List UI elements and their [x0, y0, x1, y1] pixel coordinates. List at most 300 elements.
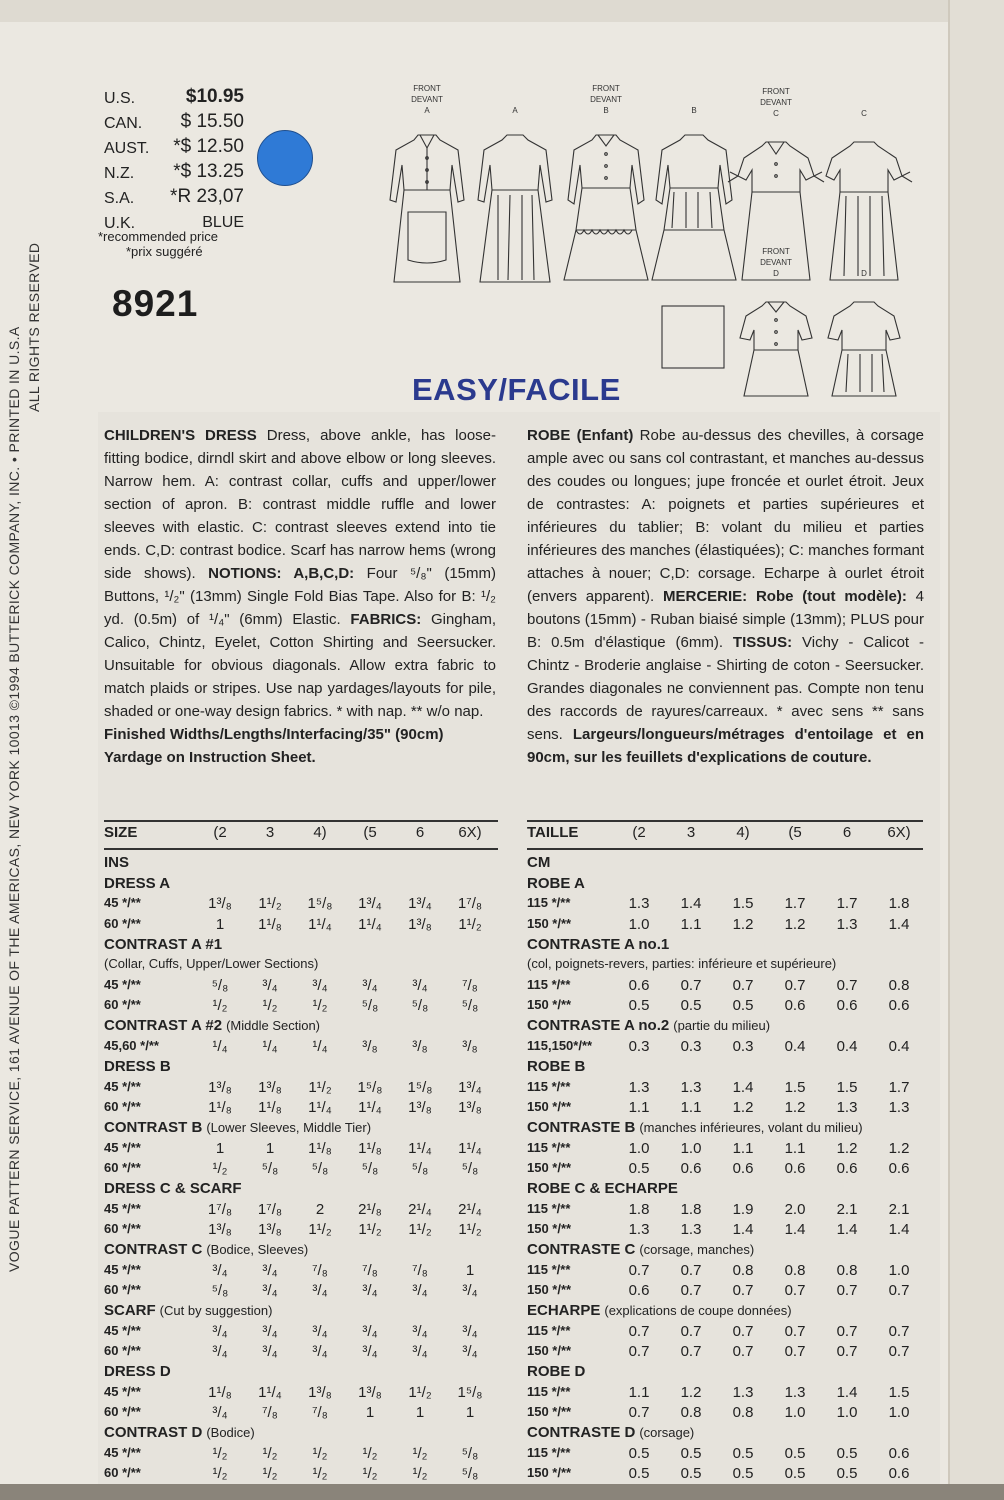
table-cell: ¹/₂ — [212, 1159, 228, 1177]
table-cell: 0.5 — [784, 1465, 806, 1483]
table-cell: 0.6 — [888, 1465, 910, 1483]
table-cell: 1 — [415, 1404, 425, 1422]
table-section-row — [527, 1058, 923, 1078]
price-row — [104, 86, 244, 111]
table-cell: 1¹/₄ — [408, 1139, 432, 1157]
sketch-label-d-back: D — [861, 269, 867, 278]
row-label: 60 */** — [104, 1098, 141, 1114]
table-cell: 1.4 — [784, 1220, 806, 1238]
table-cell: 0.7 — [888, 1322, 910, 1340]
table-cell: 1.0 — [680, 1139, 702, 1157]
sketch-label-devant-a: DEVANT — [411, 95, 443, 104]
table-cell: 0.6 — [836, 997, 858, 1015]
section-label: CONTRAST D — [104, 1424, 203, 1442]
yardage-table-cm — [527, 820, 923, 1484]
table-cell: 0.4 — [784, 1037, 806, 1055]
row-label: 45,60 */** — [104, 1037, 159, 1053]
table-cell: ³/₄ — [212, 1322, 228, 1340]
table-cell: 0.6 — [732, 1159, 754, 1177]
section-label: (col, poignets-revers, parties: inférieure et supérieure) — [527, 956, 837, 972]
row-label: 45 */** — [104, 1261, 141, 1277]
table-row — [527, 977, 923, 997]
table-cell: 1.0 — [888, 1404, 910, 1422]
table-header-label: TAILLE — [527, 824, 579, 841]
table-cell: ¹/₂ — [412, 1444, 428, 1462]
table-row — [104, 895, 498, 915]
sketch-label-a: A — [424, 106, 430, 115]
table-cell: 1.1 — [628, 1383, 650, 1401]
table-section-row — [104, 875, 498, 895]
table-row — [104, 1445, 498, 1465]
section-label: CONTRASTE C — [527, 1241, 636, 1259]
yardage-table-inches — [104, 820, 498, 1484]
table-cell: 1 — [265, 1139, 275, 1157]
section-note: (corsage) — [639, 1425, 695, 1441]
table-cell: 0.4 — [888, 1037, 910, 1055]
table-cell: 0.8 — [784, 1261, 806, 1279]
table-cell: ¹/₂ — [262, 1465, 278, 1483]
row-label: 45 */** — [104, 1444, 141, 1460]
section-note: (Bodice) — [206, 1425, 255, 1441]
row-label: 115 */** — [527, 1139, 571, 1155]
table-cell: 1 — [365, 1404, 375, 1422]
table-cell: 1.3 — [784, 1383, 806, 1401]
notions-label: NOTIONS: A,B,C,D: — [208, 565, 355, 582]
french-description — [527, 424, 924, 769]
section-label: CONTRASTE A no.2 — [527, 1017, 670, 1035]
table-section-row — [104, 936, 498, 956]
price-row — [104, 111, 244, 136]
scarf-sketch — [662, 306, 724, 368]
row-label: 115 */** — [527, 1383, 571, 1399]
table-cell: ³/₄ — [262, 976, 278, 994]
row-label: 150 */** — [527, 915, 572, 931]
fabrics-text: Gingham, Calico, Chintz, Eyelet, Cotton Shirting and Seersucker. Unsuitable for obvious diagonals. Allow extra fabric to match plaids or stripes. Use nap yardages/layouts for pile, shaded or one-way design fabrics. * with nap. ** w/o nap. — [104, 611, 497, 720]
table-cell: 0.7 — [628, 1261, 650, 1279]
unit-label: INS — [104, 854, 130, 871]
table-cell: 1⁷/₈ — [207, 1200, 233, 1218]
table-cell: 1.1 — [680, 915, 702, 933]
envelope-side-flap — [948, 0, 1004, 1500]
section-label: CONTRAST B — [104, 1119, 203, 1137]
section-label: ROBE D — [527, 1363, 586, 1381]
table-cell: 0.6 — [784, 1159, 806, 1177]
table-row — [527, 916, 923, 936]
table-cell: 1¹/₈ — [358, 1139, 382, 1157]
table-cell: 1.1 — [732, 1139, 754, 1157]
section-note: (Cut by suggestion) — [159, 1303, 273, 1319]
difficulty-label: EASY/FACILE — [412, 372, 621, 407]
section-label-group — [104, 1241, 308, 1258]
table-cell: ¹/₂ — [362, 1444, 378, 1462]
table-cell: 1.4 — [888, 915, 910, 933]
table-cell: 1.2 — [732, 1098, 754, 1116]
section-label-group — [527, 1119, 863, 1136]
table-row — [104, 1404, 498, 1424]
table-cell: 0.5 — [628, 1159, 650, 1177]
table-cell: 1³/₈ — [208, 895, 232, 913]
table-cell: ⁵/₈ — [411, 1159, 429, 1177]
table-cell: 1.5 — [836, 1078, 858, 1096]
table-header-row — [527, 824, 923, 844]
price-row — [104, 186, 244, 211]
table-section-row — [527, 1302, 923, 1322]
row-label: 150 */** — [527, 1098, 572, 1114]
table-cell: 1¹/₂ — [408, 1220, 432, 1238]
section-note: (Middle Section) — [226, 1018, 321, 1034]
table-cell: 1.9 — [732, 1200, 754, 1218]
table-cell: ¹/₂ — [312, 997, 328, 1015]
sketch-label-devant-d: DEVANT — [760, 258, 792, 267]
sketch-label-front-c: FRONT — [762, 87, 790, 96]
table-cell: 1⁷/₈ — [257, 1200, 283, 1218]
table-cell: ³/₄ — [362, 1322, 378, 1340]
table-cell: ³/₈ — [362, 1037, 378, 1055]
table-cell: 1.3 — [888, 1098, 910, 1116]
table-cell: ⁵/₈ — [461, 1465, 479, 1483]
table-cell: 1.3 — [628, 895, 650, 913]
table-cell: 0.5 — [732, 1465, 754, 1483]
sketch-label-c-back: C — [861, 109, 867, 118]
table-cell: 1.4 — [680, 895, 702, 913]
table-cell: 2¹/₈ — [358, 1200, 382, 1218]
table-cell: 1⁷/₈ — [457, 895, 483, 913]
size-column-header: (2 — [213, 824, 227, 841]
table-cell: 0.6 — [680, 1159, 702, 1177]
table-cell: ³/₄ — [462, 1322, 478, 1340]
table-section-row — [104, 1424, 498, 1444]
table-cell: 1³/₈ — [408, 915, 432, 933]
table-cell: ³/₄ — [312, 976, 328, 994]
table-cell: 0.5 — [732, 1444, 754, 1462]
robe-label: Robe (tout modèle): — [755, 588, 907, 605]
section-label: (Collar, Cuffs, Upper/Lower Sections) — [104, 956, 319, 972]
section-label-group — [527, 1241, 754, 1258]
table-cell: 1¹/₂ — [308, 1078, 332, 1096]
table-cell: 1 — [215, 1139, 225, 1157]
table-row — [104, 1160, 498, 1180]
row-label: 150 */** — [527, 1465, 572, 1481]
table-cell: 1.5 — [888, 1383, 910, 1401]
table-cell: 1.1 — [680, 1098, 702, 1116]
table-cell: 1.3 — [836, 1098, 858, 1116]
table-cell: 0.7 — [628, 1343, 650, 1361]
row-label: 150 */** — [527, 1159, 572, 1175]
section-label: DRESS A — [104, 875, 171, 892]
table-row — [527, 1262, 923, 1282]
table-cell: 1¹/₈ — [258, 915, 282, 933]
table-cell: ¹/₂ — [212, 997, 228, 1015]
envelope-bottom-edge — [0, 1484, 1004, 1500]
table-cell: 1.4 — [732, 1220, 754, 1238]
table-cell: ⁵/₈ — [261, 1159, 279, 1177]
table-rule — [527, 848, 923, 850]
table-row — [104, 977, 498, 997]
row-label: 115 */** — [527, 1078, 571, 1094]
table-cell: ¹/₂ — [262, 1444, 278, 1462]
table-cell: 1.5 — [784, 1078, 806, 1096]
recommended-fr: *prix suggéré — [126, 244, 203, 259]
recommended-en: *recommended price — [98, 229, 218, 244]
sketch-label-b: B — [603, 106, 609, 115]
table-cell: ³/₄ — [412, 1282, 428, 1299]
table-cell: 0.7 — [836, 1322, 858, 1340]
table-cell: 0.5 — [628, 997, 650, 1015]
size-column-header: 4) — [736, 824, 750, 841]
table-row — [527, 1099, 923, 1119]
table-cell: 1³/₄ — [408, 895, 432, 913]
table-cell: 0.7 — [732, 976, 754, 994]
table-cell: 0.3 — [628, 1037, 650, 1055]
table-cell: 1.2 — [784, 915, 806, 933]
finished-note: Finished Widths/Lengths/Interfacing/35" (90cm) Yardage on Instruction Sheet. — [104, 726, 444, 766]
section-label: SCARF — [104, 1302, 156, 1320]
table-cell: ⁷/₈ — [412, 1261, 428, 1279]
row-label: 60 */** — [104, 1404, 141, 1420]
table-section-row — [104, 1058, 498, 1078]
table-cell: 1⁵/₈ — [457, 1383, 483, 1401]
table-row — [527, 1384, 923, 1404]
table-row — [527, 1445, 923, 1465]
table-cell: 1⁵/₈ — [307, 895, 333, 913]
table-cell: 2.1 — [888, 1200, 910, 1218]
table-cell: 1⁵/₈ — [407, 1078, 433, 1096]
table-cell: 0.5 — [836, 1465, 858, 1483]
table-row — [527, 1282, 923, 1302]
table-section-row — [104, 1119, 498, 1139]
table-section-row — [527, 1424, 923, 1444]
table-cell: 0.7 — [732, 1322, 754, 1340]
table-cell: ⁵/₈ — [461, 1159, 479, 1177]
table-cell: ³/₈ — [412, 1037, 428, 1055]
table-cell: 0.6 — [836, 1159, 858, 1177]
section-label-group — [104, 1017, 320, 1034]
table-cell: ⁷/₈ — [262, 1404, 278, 1422]
table-cell: ⁵/₈ — [211, 1282, 229, 1299]
table-cell: ³/₄ — [312, 1282, 328, 1299]
table-cell: 0.8 — [680, 1404, 702, 1422]
table-cell: 1.0 — [628, 1139, 650, 1157]
english-description — [104, 424, 496, 769]
table-cell: 0.7 — [784, 976, 806, 994]
table-cell: 0.6 — [888, 997, 910, 1015]
table-cell: 1.3 — [732, 1383, 754, 1401]
french-finished-note: Largeurs/longueurs/métrages d'entoilage et en 90cm, sur les feuillets d'explications de couture. — [527, 726, 924, 766]
table-row — [527, 997, 923, 1017]
table-cell: 0.3 — [680, 1037, 702, 1055]
price-country: S.A. — [104, 190, 135, 207]
size-column-header: (5 — [363, 824, 377, 841]
dress-b-front-sketch — [564, 135, 648, 280]
table-cell: 1¹/₈ — [208, 1383, 232, 1401]
table-cell: ³/₄ — [462, 1282, 478, 1299]
table-cell: 1¹/₈ — [258, 1098, 282, 1116]
size-column-header: (5 — [788, 824, 802, 841]
row-label: 150 */** — [527, 997, 572, 1013]
table-row — [104, 916, 498, 936]
sketch-label-b-back: B — [691, 106, 697, 115]
table-cell: 1⁵/₈ — [357, 1078, 383, 1096]
table-row — [104, 1465, 498, 1485]
table-cell: 1.2 — [836, 1139, 858, 1157]
price-country: U.K. — [104, 215, 136, 232]
row-label: 115 */** — [527, 976, 571, 992]
row-label: 45 */** — [104, 1200, 141, 1216]
table-row — [527, 1201, 923, 1221]
section-note: (explications de coupe données) — [604, 1303, 792, 1319]
table-cell: ⁵/₈ — [311, 1159, 329, 1177]
tissus-label: TISSUS: — [732, 634, 793, 651]
section-label-group — [527, 1424, 694, 1441]
table-cell: 1³/₈ — [208, 1220, 232, 1238]
table-cell: ³/₄ — [412, 1343, 428, 1361]
price-row — [104, 161, 244, 186]
table-cell: 1¹/₄ — [358, 1098, 382, 1116]
table-header-row — [104, 824, 498, 844]
table-row — [104, 1282, 498, 1302]
table-cell: ¹/₄ — [212, 1037, 228, 1055]
table-cell: 0.5 — [784, 1444, 806, 1462]
table-note-row — [104, 956, 498, 976]
table-cell: 0.7 — [680, 1261, 702, 1279]
french-body: Robe au-dessus des chevilles, à corsage ample avec ou sans col contrastant, et manches au-dessus des coudes ou longues; jupe froncée et ourlet étroit. Jeux de contrastes: A: poignets et parties supérieures et inférieures du tablier; B: volant du milieu et parties inférieures des manches (élastiquées); C: manches formant attaches à nouer; C,D: corsage. Echarpe à ourlet étroit (envers apparent). — [527, 427, 924, 605]
table-cell: 0.7 — [680, 976, 702, 994]
section-label: DRESS D — [104, 1363, 171, 1381]
size-column-header: 3 — [686, 824, 696, 841]
section-note: (manches inférieures, volant du milieu) — [639, 1120, 863, 1136]
table-cell: 1¹/₄ — [458, 1139, 482, 1157]
table-cell: 1.3 — [628, 1220, 650, 1238]
table-cell: ³/₄ — [212, 1404, 228, 1422]
english-title: CHILDREN'S DRESS — [104, 427, 257, 444]
row-label: 45 */** — [104, 1322, 141, 1338]
row-label: 60 */** — [104, 1465, 141, 1481]
table-row — [527, 1160, 923, 1180]
price-value: *$ 13.25 — [173, 161, 244, 182]
section-label-group — [104, 1119, 371, 1136]
table-cell: 0.6 — [888, 1159, 910, 1177]
sketch-label-front-a: FRONT — [413, 84, 441, 93]
table-cell: 1³/₄ — [458, 1078, 482, 1096]
price-value: $10.95 — [185, 86, 244, 107]
table-cell: 1¹/₂ — [308, 1220, 332, 1238]
table-cell: 1.0 — [836, 1404, 858, 1422]
french-title: ROBE (Enfant) — [527, 427, 634, 444]
row-label: 45 */** — [104, 895, 141, 911]
table-cell: 1³/₈ — [408, 1098, 432, 1116]
table-cell: ¹/₂ — [262, 997, 278, 1015]
table-cell: 1¹/₄ — [258, 1383, 282, 1401]
table-cell: 0.5 — [732, 997, 754, 1015]
table-row — [104, 1262, 498, 1282]
row-label: 150 */** — [527, 1220, 572, 1236]
table-row — [527, 1079, 923, 1099]
price-country: AUST. — [104, 140, 150, 157]
section-label: DRESS B — [104, 1058, 171, 1076]
table-section-row — [527, 1363, 923, 1383]
table-cell: 2¹/₄ — [408, 1200, 432, 1218]
table-cell: 1¹/₈ — [208, 1098, 232, 1116]
table-cell: ³/₄ — [212, 1343, 228, 1361]
row-label: 45 */** — [104, 1139, 141, 1155]
table-cell: ¹/₂ — [312, 1444, 328, 1462]
table-cell: 1³/₈ — [458, 1098, 482, 1116]
table-row — [104, 1221, 498, 1241]
table-section-row — [527, 875, 923, 895]
table-cell: 0.4 — [836, 1037, 858, 1055]
row-label: 150 */** — [527, 1343, 572, 1359]
size-column-header: 4) — [313, 824, 327, 841]
table-cell: 2.1 — [836, 1200, 858, 1218]
table-cell: ³/₄ — [412, 1322, 428, 1340]
table-cell: 0.5 — [680, 1465, 702, 1483]
table-cell: 0.7 — [680, 1282, 702, 1299]
sketch-label-c: C — [773, 109, 779, 118]
sketch-label-devant-c: DEVANT — [760, 98, 792, 107]
size-column-header: 6X) — [458, 824, 482, 841]
section-label: CONTRASTE D — [527, 1424, 636, 1442]
table-cell: 0.5 — [680, 997, 702, 1015]
table-row — [527, 895, 923, 915]
table-cell: 1 — [465, 1404, 475, 1422]
notions-text: Four ⁵/₈" (15mm) Buttons, ¹/₂" (13mm) Single Fold Bias Tape. Also for B: ¹/₂ yd. (0.5m) of ¹/₄" (6mm) Elastic. — [104, 565, 497, 628]
table-cell: 0.8 — [732, 1261, 754, 1279]
table-cell: ³/₄ — [312, 1343, 328, 1361]
table-cell: ¹/₄ — [312, 1037, 328, 1055]
table-cell: 0.3 — [732, 1037, 754, 1055]
table-cell: ³/₄ — [362, 1343, 378, 1361]
table-cell: ⁵/₈ — [461, 1444, 479, 1462]
row-label: 150 */** — [527, 1404, 572, 1420]
english-body: Dress, above ankle, has loose-fitting bodice, dirndl skirt and above elbow or long sleeves. Narrow hem. A: contrast collar, cuffs and upper/lower section of apron. B: contrast middle ruffle and lower sleeves with elastic. C: contrast sleeves extend into tie ends. C,D: contrast bodice. Scarf has narrow hems (wrong side shows). — [104, 427, 496, 582]
row-label: 45 */** — [104, 1078, 141, 1094]
price-value: *$ 12.50 — [173, 136, 244, 157]
table-cell: 0.7 — [836, 1343, 858, 1361]
size-column-header: 6 — [415, 824, 425, 841]
table-cell: ⁷/₈ — [312, 1261, 328, 1279]
section-label: ROBE B — [527, 1058, 586, 1076]
table-cell: ³/₄ — [262, 1322, 278, 1340]
table-cell: 0.7 — [680, 1322, 702, 1340]
table-row — [104, 1079, 498, 1099]
table-cell: 1³/₈ — [358, 1383, 382, 1401]
price-country: N.Z. — [104, 165, 135, 182]
table-cell: 1.3 — [680, 1220, 702, 1238]
row-label: 150 */** — [527, 1282, 572, 1297]
table-cell: 1.4 — [836, 1220, 858, 1238]
table-section-row — [104, 1241, 498, 1261]
table-row — [104, 1038, 498, 1058]
table-cell: 1.2 — [732, 915, 754, 933]
table-cell: 1¹/₄ — [308, 915, 332, 933]
table-cell: ³/₄ — [262, 1282, 278, 1299]
row-label: 45 */** — [104, 1383, 141, 1399]
table-cell: 1³/₈ — [258, 1078, 282, 1096]
table-row — [104, 997, 498, 1017]
section-label-group — [527, 1302, 792, 1319]
dress-d-front-sketch — [740, 302, 812, 396]
table-cell: 1¹/₂ — [458, 1220, 482, 1238]
table-row — [527, 1038, 923, 1058]
section-label: CONTRAST C — [104, 1241, 203, 1259]
table-row — [527, 1404, 923, 1424]
table-cell: ¹/₂ — [312, 1465, 328, 1483]
table-cell: ⁷/₈ — [362, 1261, 378, 1279]
table-cell: ¹/₂ — [212, 1444, 228, 1462]
garment-sketches — [380, 80, 920, 410]
dress-a-front-sketch — [390, 135, 464, 282]
table-row — [104, 1343, 498, 1363]
